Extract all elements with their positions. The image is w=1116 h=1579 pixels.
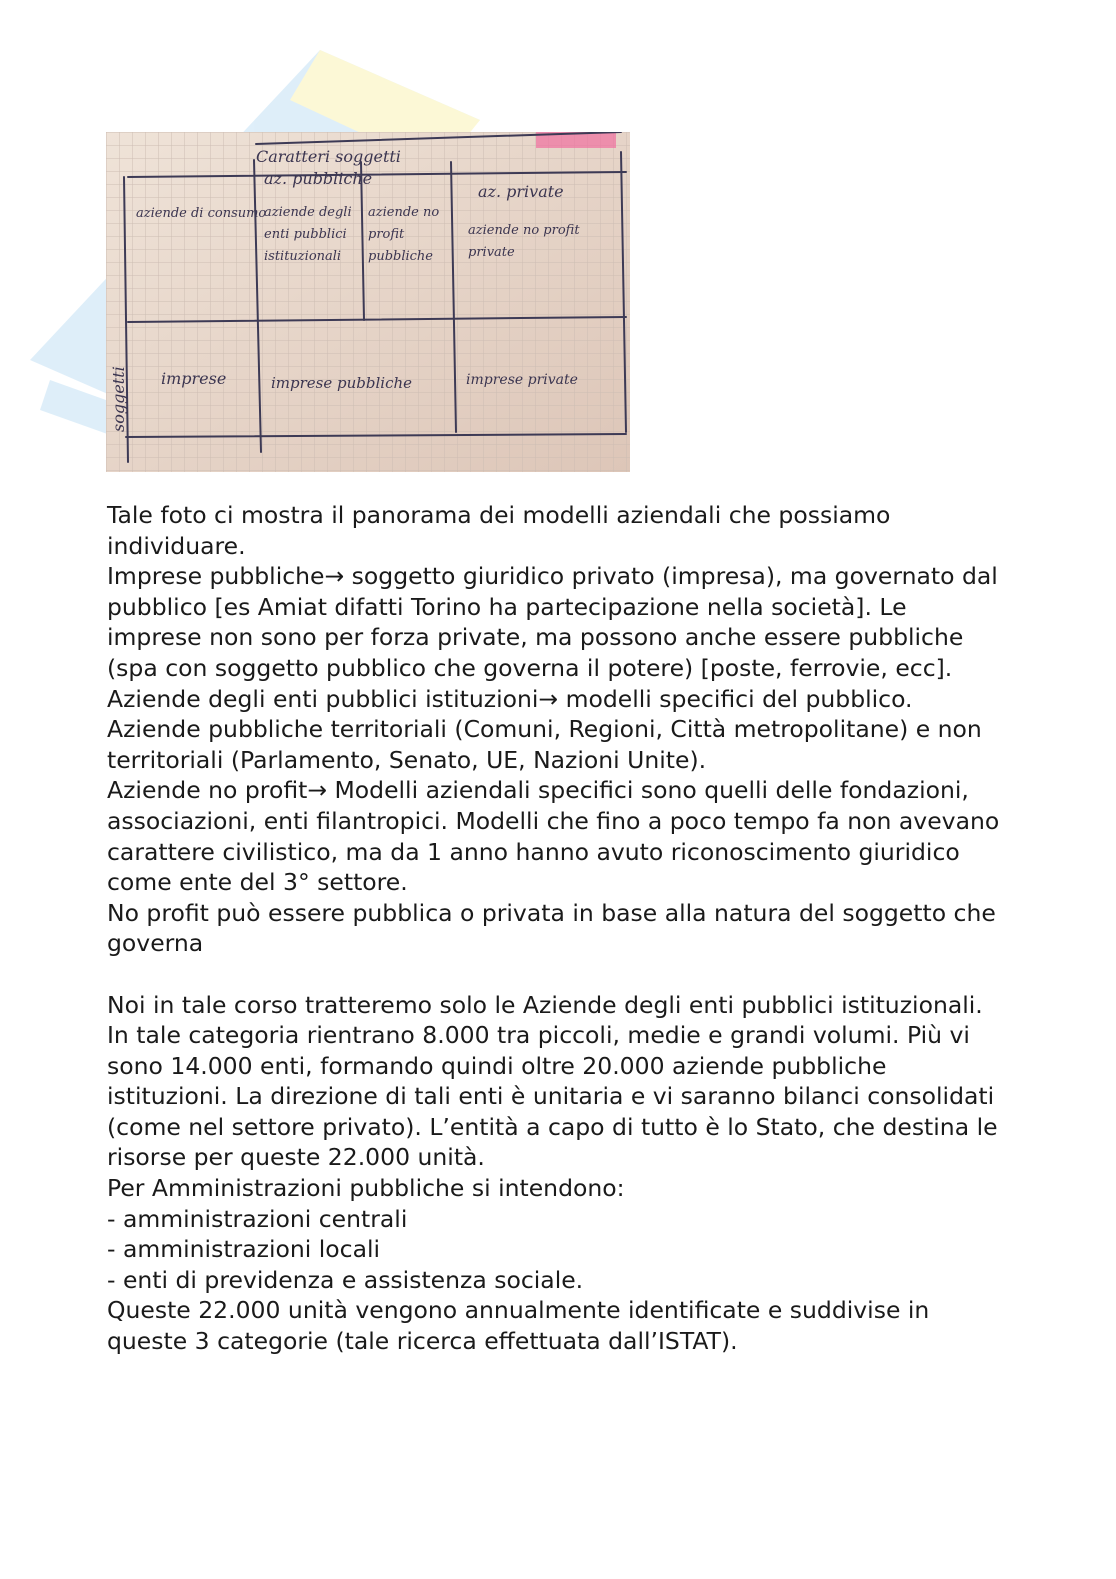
photo-cell-public-enterprises: imprese pubbliche [271, 374, 413, 392]
paragraph-no-profit: Aziende no profit→ Modelli aziendali specifici sono quelli delle fondazioni, associazioni, enti filantropici. Modelli che fino a poco tempo fa non avevano carattere civilistico, ma da 1 anno hanno avuto riconoscimento giuridico come ente del 3° settore. [107, 776, 1000, 897]
paragraph-no-profit-nature: No profit può essere pubblica o privata in base alla natura del soggetto che governa [107, 898, 996, 958]
list-item-social-security: - enti di previdenza e assistenza sociale. [107, 1265, 584, 1294]
paragraph-spacer [107, 959, 1007, 990]
paragraph-definition: Per Amministrazioni pubbliche si intendono: [107, 1174, 625, 1203]
photo-row-label-consumption: aziende di consumo [136, 206, 267, 221]
photo-header-public: az. pubbliche [264, 169, 373, 188]
photo-header-title: Caratteri soggetti [256, 147, 401, 166]
list-item-central: - amministrazioni centrali [107, 1204, 408, 1233]
paragraph-public-enterprises: Imprese pubbliche→ soggetto giuridico privato (impresa), ma governato dal pubblico [es Amiat difatti Torino ha partecipazione nella società]. Le imprese non sono per forza private, ma possono anche essere pubbliche (spa con soggetto pubblico che governa il potere) [poste, ferrovie, ecc]. [107, 562, 998, 682]
photo-row-label-subjects: soggetti [109, 366, 128, 432]
photo-row-label-enterprises: imprese [161, 369, 227, 388]
body-text [107, 500, 1007, 1357]
list-item-local: - amministrazioni locali [107, 1235, 381, 1264]
photo-cell-public-no-profit: aziende no profit pubbliche [368, 205, 440, 264]
photo-cell-private-no-profit: aziende no profit private [468, 223, 580, 260]
paragraph-course-scope: Noi in tale corso tratteremo solo le Aziende degli enti pubblici istituzionali. In tale categoria rientrano 8.000 tra piccoli, medie e grandi volumi. Più vi sono 14.000 enti, formando quindi oltre 20.000 aziende pubbliche istituzioni. La direzione di tali enti è unitaria e vi saranno bilanci consolidati (come nel settore privato). L’entità a capo di tutto è lo Stato, che destina le risorse per queste 22.000 unità. [107, 990, 998, 1172]
paragraph-istat: Queste 22.000 unità vengono annualmente identificate e suddivise in queste 3 categorie (tale ricerca effettuata dall’ISTAT). [107, 1296, 930, 1356]
paragraph-intro: Tale foto ci mostra il panorama dei modelli aziendali che possiamo individuare. [107, 501, 891, 560]
paragraph-public-institutions: Aziende degli enti pubblici istituzioni→ modelli specifici del pubblico. Aziende pubbliche territoriali (Comuni, Regioni, Città metropolitane) e non territoriali (Parlamento, Senato, UE, Nazioni Unite). [107, 684, 982, 774]
handwritten-notes-photo [106, 132, 630, 472]
photo-cell-public-institutions: aziende degli enti pubblici istituzionali [264, 205, 352, 264]
photo-header-private: az. private [478, 182, 564, 201]
photo-cell-private-enterprises: imprese private [466, 372, 578, 388]
